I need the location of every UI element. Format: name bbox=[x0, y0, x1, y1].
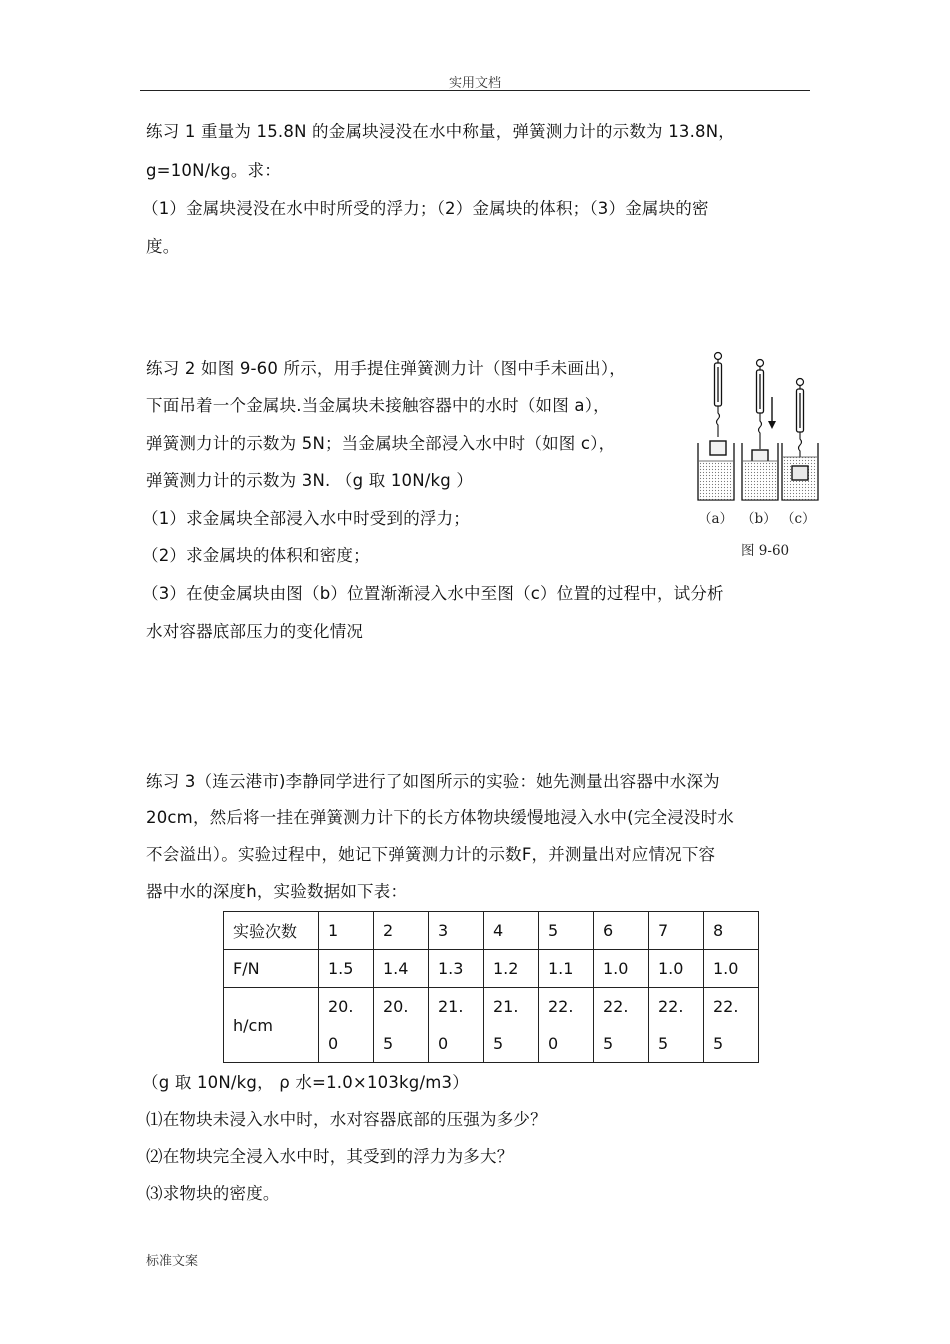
table-row-trials bbox=[224, 912, 759, 950]
table-cell bbox=[319, 988, 374, 1063]
cell-line: 5 bbox=[603, 1034, 614, 1053]
exercise3-line4: 器中水的深度h，实验数据如下表： bbox=[146, 882, 408, 901]
figure-label-b: （b） bbox=[741, 511, 777, 527]
cell-line: 20. bbox=[328, 997, 354, 1016]
table-row-depth bbox=[224, 988, 759, 1063]
cell-line: 20. bbox=[383, 997, 409, 1016]
cell-line: 5 bbox=[713, 1034, 724, 1053]
cell-line: 21. bbox=[438, 997, 464, 1016]
exercise3-note: （g 取 10N/kg， ρ 水=1.0×103kg/m3） bbox=[142, 1073, 469, 1092]
table-cell: 3 bbox=[429, 912, 484, 950]
exercise3-line1: 练习 3（连云港市)李静同学进行了如图所示的实验：她先测量出容器中水深为 bbox=[146, 772, 720, 791]
figure-label-c: （c） bbox=[781, 511, 816, 527]
exercise3-q1: ⑴在物块未浸入水中时，水对容器底部的压强为多少？ bbox=[146, 1110, 547, 1129]
exercise1-line4: 度。 bbox=[146, 237, 180, 256]
table-cell: 5 bbox=[539, 912, 594, 950]
table-cell: 6 bbox=[594, 912, 649, 950]
exercise2-q3-line1: （3）在使金属块由图（b）位置渐渐浸入水中至图（c）位置的过程中，试分析 bbox=[142, 584, 724, 603]
table-cell bbox=[374, 988, 429, 1063]
table-row-force bbox=[224, 950, 759, 988]
table-cell: 4 bbox=[484, 912, 539, 950]
setup-b bbox=[742, 360, 778, 501]
cell-line: 5 bbox=[658, 1034, 669, 1053]
table-cell: 1.0 bbox=[704, 950, 759, 988]
table-cell: 1.0 bbox=[649, 950, 704, 988]
cell-line: 0 bbox=[438, 1034, 449, 1053]
table-cell bbox=[539, 988, 594, 1063]
table-cell: 1.1 bbox=[539, 950, 594, 988]
cell-line: 22. bbox=[603, 997, 629, 1016]
figure-9-60-diagram bbox=[690, 345, 820, 505]
figure-label-a: （a） bbox=[698, 511, 734, 527]
table-cell bbox=[484, 988, 539, 1063]
page-header: 实用文档 bbox=[448, 76, 501, 91]
table-cell bbox=[594, 988, 649, 1063]
exercise2-line1: 练习 2 如图 9-60 所示，用手提住弹簧测力计（图中手未画出）， bbox=[146, 359, 626, 378]
exercise1-line1: 练习 1 重量为 15.8N 的金属块浸没在水中称量，弹簧测力计的示数为 13.8N， bbox=[146, 122, 735, 141]
exercise2-q2: （2）求金属块的体积和密度； bbox=[142, 546, 370, 565]
table-cell bbox=[649, 988, 704, 1063]
exercise1-line2: g=10N/kg。求： bbox=[146, 161, 281, 180]
setup-a bbox=[698, 353, 734, 501]
exercise3-q3: ⑶求物块的密度。 bbox=[146, 1184, 280, 1203]
table-cell: 实验次数 bbox=[224, 912, 319, 950]
exercise2-q3-line2: 水对容器底部压力的变化情况 bbox=[146, 622, 364, 641]
cell-line: 22. bbox=[548, 997, 574, 1016]
table-cell: 1.0 bbox=[594, 950, 649, 988]
header-rule bbox=[140, 90, 810, 91]
exercise3-q2: ⑵在物块完全浸入水中时，其受到的浮力为多大？ bbox=[146, 1147, 514, 1166]
table-cell: 2 bbox=[374, 912, 429, 950]
table-cell: 1.5 bbox=[319, 950, 374, 988]
cell-line: 0 bbox=[548, 1034, 559, 1053]
table-cell: 1 bbox=[319, 912, 374, 950]
cell-line: 5 bbox=[493, 1034, 504, 1053]
exercise2-line2: 下面吊着一个金属块.当金属块未接触容器中的水时（如图 a）， bbox=[146, 396, 610, 415]
cell-line: 22. bbox=[658, 997, 684, 1016]
table-cell: 1.4 bbox=[374, 950, 429, 988]
exercise1-line3: （1）金属块浸没在水中时所受的浮力；（2）金属块的体积；（3）金属块的密 bbox=[142, 199, 709, 218]
cell-line: 0 bbox=[328, 1034, 339, 1053]
cell-line: 21. bbox=[493, 997, 519, 1016]
table-cell: 1.3 bbox=[429, 950, 484, 988]
table-cell: h/cm bbox=[224, 988, 319, 1063]
table-cell: 7 bbox=[649, 912, 704, 950]
cell-line: 22. bbox=[713, 997, 739, 1016]
figure-caption: 图 9-60 bbox=[741, 543, 790, 559]
setup-c bbox=[782, 379, 818, 501]
table-cell: F/N bbox=[224, 950, 319, 988]
exercise3-line3: 不会溢出）。实验过程中，她记下弹簧测力计的示数F，并测量出对应情况下容 bbox=[146, 845, 716, 864]
exercise3-line2: 20cm，然后将一挂在弹簧测力计下的长方体物块缓慢地浸入水中(完全浸没时水 bbox=[146, 808, 734, 827]
exercise2-q1: （1）求金属块全部浸入水中时受到的浮力； bbox=[142, 509, 470, 528]
table-cell: 1.2 bbox=[484, 950, 539, 988]
exercise2-line4: 弹簧测力计的示数为 3N. （g 取 10N/kg ） bbox=[146, 471, 474, 490]
table-cell: 8 bbox=[704, 912, 759, 950]
cell-line: 5 bbox=[383, 1034, 394, 1053]
experiment-data-table bbox=[223, 911, 759, 1063]
table-cell bbox=[704, 988, 759, 1063]
exercise2-line3: 弹簧测力计的示数为 5N；当金属块全部浸入水中时（如图 c）， bbox=[146, 434, 616, 453]
table-cell bbox=[429, 988, 484, 1063]
page-footer: 标准文案 bbox=[146, 1254, 199, 1269]
